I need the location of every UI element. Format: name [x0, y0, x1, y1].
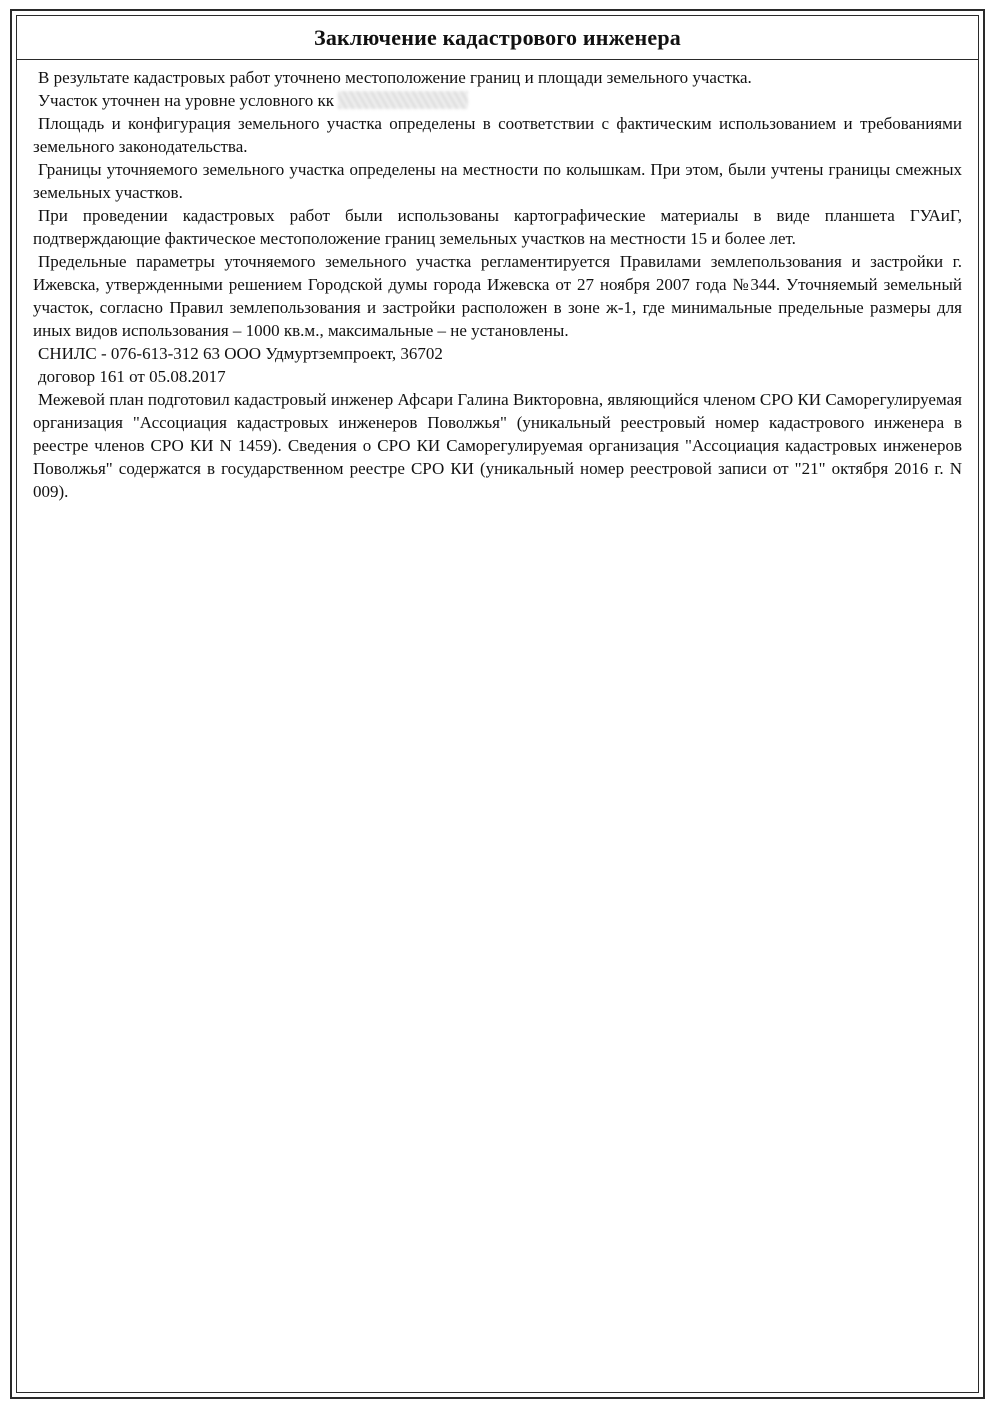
redacted-number — [338, 91, 468, 109]
paragraph-conditional-level-text: Участок уточнен на уровне условного кк — [38, 91, 334, 110]
paragraph-cartographic-materials: При проведении кадастровых работ были использованы картографические материалы в виде планшета ГУАиГ, подтверждающие фактическое местоположение границ земельных участков на местности 15 и более лет. — [33, 206, 962, 248]
title-bar — [17, 16, 978, 60]
paragraph-snils: СНИЛС - 076-613-312 63 ООО Удмуртземпроект, 36702 — [38, 344, 443, 363]
paragraph-conditional-level — [33, 89, 962, 112]
paragraph-boundaries: Границы уточняемого земельного участка определены на местности по колышкам. При этом, были учтены границы смежных земельных участков. — [33, 160, 962, 202]
document-frame — [10, 9, 985, 1399]
paragraph-engineer-info: Межевой план подготовил кадастровый инженер Афсари Галина Викторовна, являющийся членом СРО КИ Саморегулируемая организация "Ассоциация кадастровых инженеров Поволжья" (уникальный реестровый номер кадастрового инженера в реестре членов СРО КИ N 1459). Сведения о СРО КИ Саморегулируемая организация "Ассоциация кадастровых инженеров Поволжья" содержатся в государственном реестре СРО КИ (уникальный номер реестровой записи от "21" октября 2016 г. N 009). — [33, 390, 962, 501]
document-inner-frame — [16, 15, 979, 1393]
paragraph-contract: договор 161 от 05.08.2017 — [38, 367, 226, 386]
document-body — [17, 60, 978, 503]
page-title: Заключение кадастрового инженера — [314, 24, 681, 50]
paragraph-cadastral-results: В результате кадастровых работ уточнено местоположение границ и площади земельного участка. — [38, 68, 752, 87]
paragraph-area-configuration: Площадь и конфигурация земельного участка определены в соответствии с фактическим использованием и требованиями земельного законодательства. — [33, 114, 962, 156]
paragraph-limit-parameters: Предельные параметры уточняемого земельного участка регламентируется Правилами землепользования и застройки г. Ижевска, утвержденными решением Городской думы города Ижевска от 27 ноября 2007 года №344. Уточняемый земельный участок, согласно Правил землепользования и застройки расположен в зоне ж-1, где минимальные предельные размеры для иных видов использования – 1000 кв.м., максимальные – не установлены. — [33, 252, 962, 340]
